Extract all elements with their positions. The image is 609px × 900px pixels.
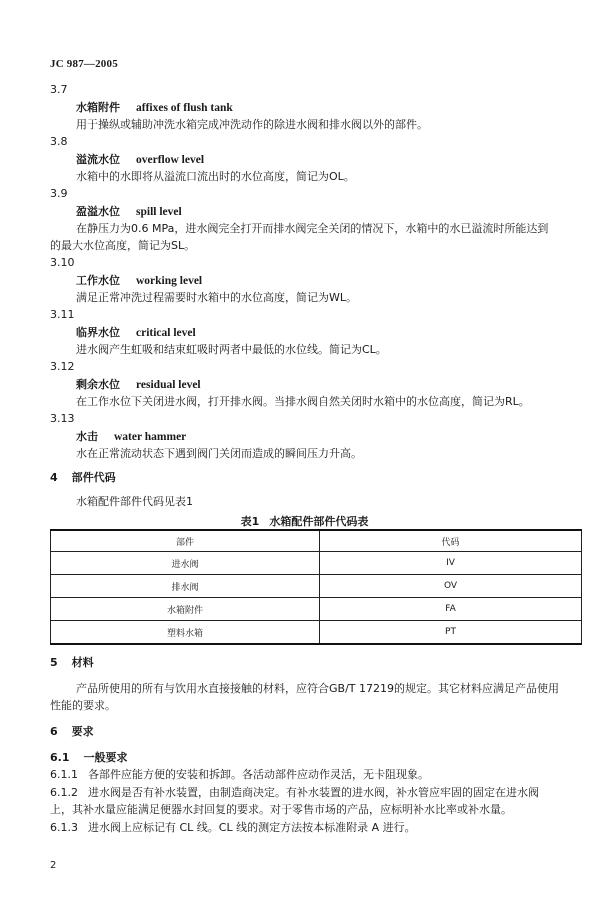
section-heading (50, 725, 94, 739)
term-en: residual level (136, 379, 201, 391)
term-heading (76, 205, 182, 219)
code-cell: OV (320, 575, 582, 598)
term-zh: 工作水位 (76, 274, 120, 287)
term-heading (76, 101, 233, 115)
term-definition: 满足正常冲洗过程需要时水箱中的水位高度，简记为WL。 (76, 291, 358, 304)
term-zh: 水箱附件 (76, 101, 120, 114)
column-header-component: 部件 (51, 530, 320, 552)
term-zh: 临界水位 (76, 326, 120, 339)
section-intro: 水箱配件部件代码见表1 (76, 495, 193, 508)
section-paragraph: 产品所使用的所有与饮用水直接接触的材料，应符合GB/T 17219的规定。其它材料应满足产品使用 (76, 682, 559, 695)
component-cell: 水箱附件 (51, 598, 320, 621)
table-header-row (51, 530, 582, 552)
item-text: 各部件应能方便的安装和拆卸。各活动部件应动作灵活，无卡阻现象。 (88, 768, 429, 781)
section-number: 5 (50, 656, 58, 669)
table-row (51, 621, 582, 645)
table-row (51, 552, 582, 575)
section-number: 4 (50, 471, 58, 484)
table-caption (0, 513, 609, 529)
term-en: critical level (136, 327, 196, 339)
term-definition: 水在正常流动状态下遇到阀门关闭而造成的瞬间压力升高。 (76, 447, 362, 460)
item-number: 6.1.2 (50, 786, 78, 799)
term-zh: 剩余水位 (76, 378, 120, 391)
section-heading (50, 656, 94, 670)
clause-number: 3.12 (50, 360, 75, 373)
term-en: overflow level (136, 154, 205, 166)
clause-number: 3.7 (50, 83, 68, 96)
requirement-item (50, 786, 539, 800)
component-cell: 进水阀 (51, 552, 320, 575)
table-title: 水箱配件部件代码表 (269, 515, 369, 528)
item-number: 6.1.1 (50, 768, 78, 781)
section-number: 6 (50, 725, 58, 738)
term-heading (76, 153, 204, 167)
component-cell: 排水阀 (51, 575, 320, 598)
term-heading (76, 378, 201, 392)
code-cell: PT (320, 621, 582, 645)
subsection-number: 6.1 (50, 751, 70, 764)
term-definition: 在静压力为0.6 MPa，进水阀完全打开而排水阀完全关闭的情况下，水箱中的水已溢流时所能达到 (76, 222, 549, 235)
code-cell: IV (320, 552, 582, 575)
item-text: 进水阀是否有补水装置，由制造商决定。有补水装置的进水阀，补水管应牢固的固定在进水阀 (88, 786, 539, 799)
section-heading (50, 471, 116, 485)
table-label: 表1 (240, 515, 260, 528)
requirement-item (50, 821, 416, 835)
term-zh: 盈溢水位 (76, 205, 120, 218)
term-definition: 在工作水位下关闭进水阀，打开排水阀。当排水阀自然关闭时水箱中的水位高度，简记为RL。 (76, 395, 530, 408)
term-en: working level (136, 275, 203, 287)
subsection-title: 一般要求 (83, 751, 128, 764)
table-row (51, 598, 582, 621)
section-title: 要求 (71, 725, 94, 738)
subsection-heading (50, 751, 128, 765)
term-heading (76, 430, 186, 444)
term-definition: 进水阀产生虹吸和结束虹吸时两者中最低的水位线。简记为CL。 (76, 343, 387, 356)
standard-number: JC 987—2005 (50, 58, 118, 70)
clause-number: 3.13 (50, 412, 75, 425)
page-number: 2 (50, 860, 57, 871)
term-en: water hammer (114, 431, 187, 443)
term-en: spill level (136, 206, 182, 218)
item-text: 进水阀上应标记有 CL 线。CL 线的测定方法按本标准附录 A 进行。 (88, 821, 416, 834)
term-definition: 水箱中的水即将从溢流口流出时的水位高度，简记为OL。 (76, 170, 355, 183)
term-en: affixes of flush tank (136, 102, 233, 114)
column-header-code: 代码 (320, 530, 582, 552)
component-cell: 塑料水箱 (51, 621, 320, 645)
item-number: 6.1.3 (50, 821, 78, 834)
clause-number: 3.9 (50, 187, 68, 200)
term-heading (76, 274, 202, 288)
section-paragraph-continued: 性能的要求。 (50, 699, 116, 712)
clause-number: 3.10 (50, 256, 75, 269)
code-cell: FA (320, 598, 582, 621)
clause-number: 3.8 (50, 135, 68, 148)
item-text-continued: 上，其补水量应能满足便器水封回复的要求。对于零售市场的产品，应标明补水比率或补水量。 (50, 803, 512, 816)
table-row (51, 575, 582, 598)
section-title: 部件代码 (71, 471, 116, 484)
term-zh: 水击 (76, 430, 98, 443)
clause-number: 3.11 (50, 308, 75, 321)
term-definition: 用于操纵或辅助冲洗水箱完成冲洗动作的除进水阀和排水阀以外的部件。 (76, 118, 428, 131)
term-heading (76, 326, 196, 340)
requirement-item (50, 768, 429, 782)
term-zh: 溢流水位 (76, 153, 120, 166)
section-title: 材料 (71, 656, 94, 669)
term-definition-continued: 的最大水位高度，简记为SL。 (50, 239, 196, 252)
component-code-table (50, 529, 582, 645)
